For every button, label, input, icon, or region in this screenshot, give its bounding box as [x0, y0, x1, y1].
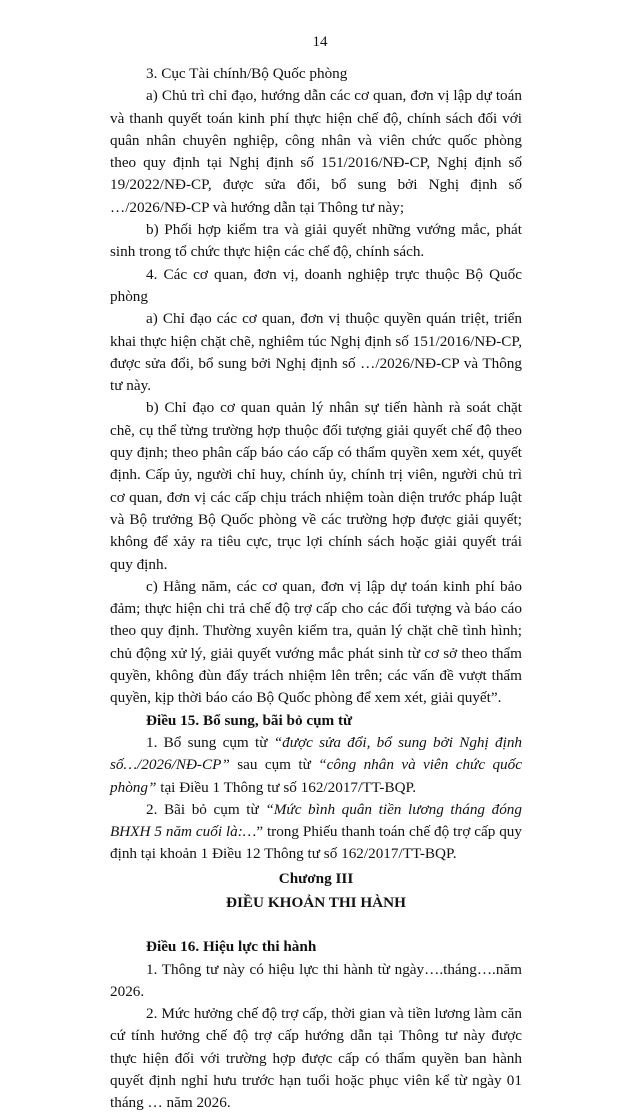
section-3-item-a: a) Chủ trì chỉ đạo, hướng dẫn các cơ quan, đơn vị lập dự toán và thanh quyết toán kinh phí thực hiện chế độ, chính sách đối với quân nhân chuyên nghiệp, công nhân và viên chức quốc phòng theo quy định tại Nghị định số 151/2016/NĐ-CP, Nghị định số 19/2022/NĐ-CP, được sửa đổi, bổ sung bởi Nghị định số …/2026/NĐ-CP và hướng dẫn tại Thông tư này; — [110, 87, 522, 216]
page-number: 14 — [312, 34, 328, 50]
document-body — [110, 63, 522, 1115]
clause-text: 1. Bổ sung cụm từ — [146, 733, 274, 751]
spacer — [110, 914, 522, 936]
section-4-item-c: c) Hằng năm, các cơ quan, đơn vị lập dự toán kinh phí bảo đảm; thực hiện chi trả chế độ trợ cấp cho các đối tượng và báo cáo theo quy định. Thường xuyên kiểm tra, quản lý chặt chẽ tình hình; chủ động xử lý, giải quyết vướng mắc phát sinh từ cơ sở theo thẩm quyền, không đùn đẩy trách nhiệm lên trên; các vấn đề vượt thẩm quyền, kịp thời báo cáo Bộ Quốc phòng để xem xét, giải quyết”. — [110, 577, 522, 707]
section-4-item-b: b) Chỉ đạo cơ quan quản lý nhân sự tiến hành rà soát chặt chẽ, cụ thể từng trường hợp thuộc đối tượng giải quyết chế độ theo quy định; theo phân cấp báo cáo cấp có thẩm quyền xem xét, quyết định. Cấp ủy, người chỉ huy, chính ủy, chính trị viên, người chủ trì cơ quan, đơn vị các cấp chịu trách nhiệm toàn diện trước pháp luật và Bộ trưởng Bộ Quốc phòng về các trường hợp được giải quyết; không để xảy ra tiêu cực, trục lợi chính sách hoặc giải quyết trái quy định. — [110, 399, 522, 573]
section-3-heading: 3. Cục Tài chính/Bộ Quốc phòng — [146, 65, 348, 82]
chapter-title: ĐIỀU KHOẢN THI HÀNH — [226, 893, 406, 911]
chapter-number: Chương III — [278, 869, 354, 887]
section-3-item-b: b) Phối hợp kiểm tra và giải quyết những vướng mắc, phát sinh trong tổ chức thực hiện các chế độ, chính sách. — [110, 221, 522, 261]
clause-text: sau cụm từ — [229, 756, 319, 774]
article-15-clause-2 — [110, 799, 522, 866]
clause-text: 2. Bãi bỏ cụm từ — [146, 800, 266, 818]
clause-text: ” trong Phiếu thanh toán chế độ trợ cấp quy định tại khoản 1 Điều 12 Thông tư số 162/2017/TT-BQP. — [110, 823, 522, 863]
section-4-heading: 4. Các cơ quan, đơn vị, doanh nghiệp trực thuộc Bộ Quốc phòng — [110, 265, 522, 305]
article-16-clause-1: 1. Thông tư này có hiệu lực thi hành từ ngày….tháng….năm 2026. — [110, 960, 522, 1000]
section-4-item-a: a) Chỉ đạo các cơ quan, đơn vị thuộc quyền quán triệt, triển khai thực hiện chặt chẽ, nghiêm túc Nghị định số 151/2016/NĐ-CP, được sửa đổi, bổ sung bởi Nghị định số …/2026/NĐ-CP và Thông tư này. — [110, 310, 522, 395]
quoted-phrase: “công nhân và viên chức quốc phòng” — [110, 756, 522, 796]
article-16-clause-2: 2. Mức hưởng chế độ trợ cấp, thời gian và tiền lương làm căn cứ tính hưởng chế độ trợ cấp hướng dẫn tại Thông tư này được thực hiện đối với trường hợp được cấp có thẩm quyền ban hành quyết định nghỉ hưu trước hạn tuổi hoặc phục viên kể từ ngày 01 tháng … năm 2026. — [110, 1005, 522, 1112]
article-16-heading: Điều 16. Hiệu lực thi hành — [146, 938, 317, 956]
clause-text: tại Điều 1 Thông tư số 162/2017/TT-BQP. — [156, 778, 417, 796]
quoted-phrase: “Mức bình quân tiền lương tháng đóng BHXH 5 năm cuối là:… — [110, 800, 522, 841]
quoted-phrase: “được sửa đổi, bổ sung bởi Nghị định số…/2026/NĐ-CP” — [110, 733, 523, 774]
article-15-clause-1 — [110, 732, 522, 799]
article-15-heading: Điều 15. Bổ sung, bãi bỏ cụm từ — [146, 711, 353, 729]
